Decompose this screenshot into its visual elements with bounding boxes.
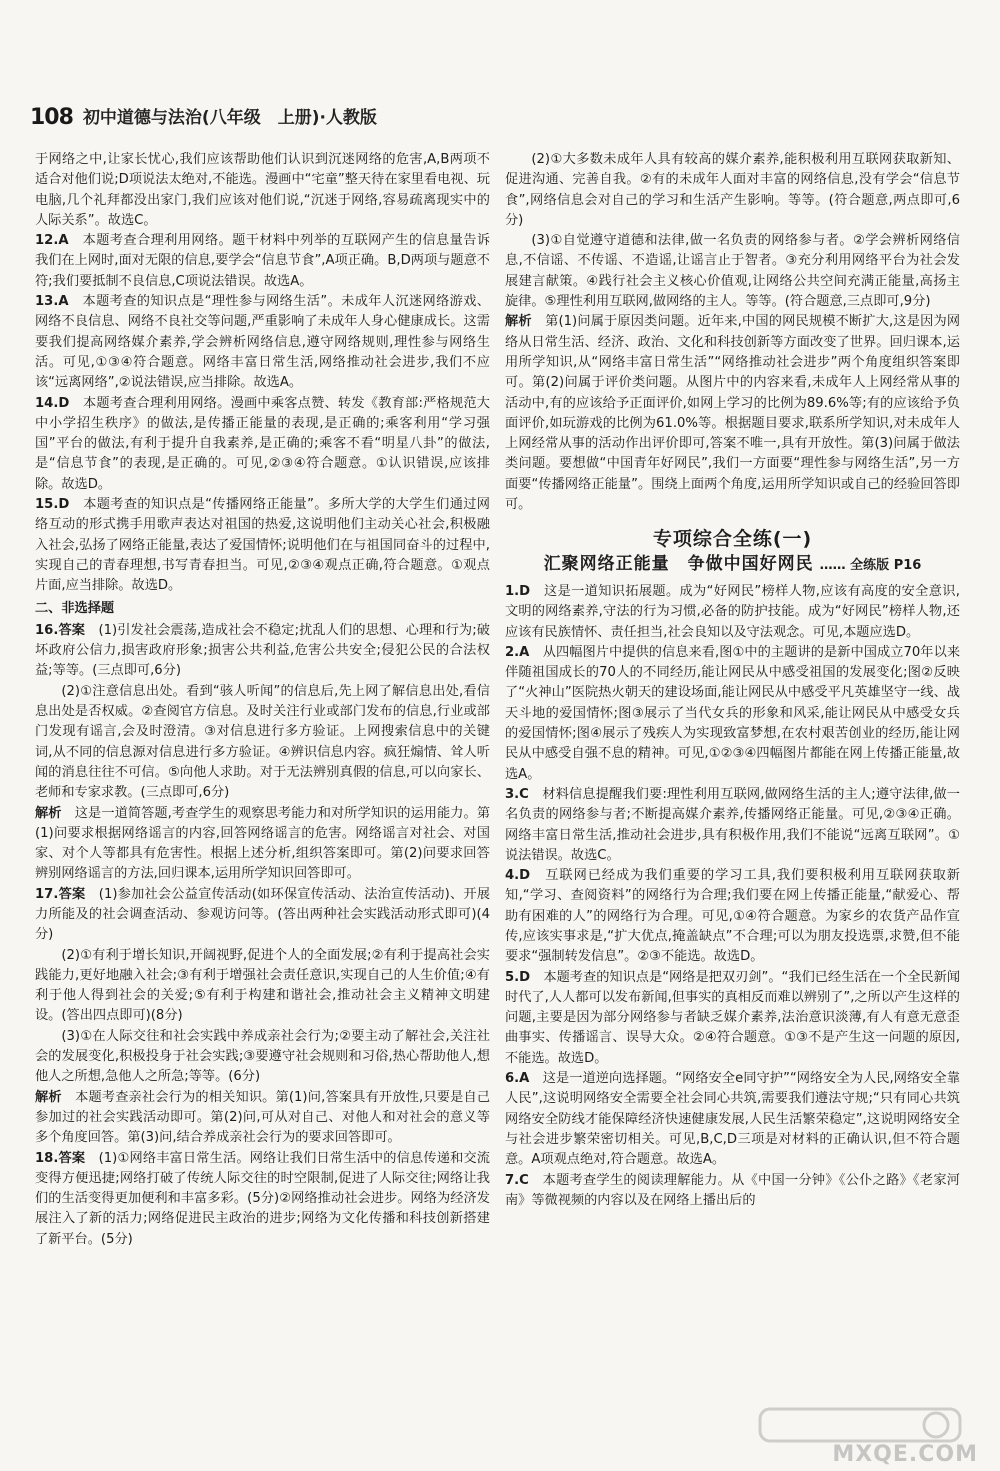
answer-13-number: 13.A <box>35 294 69 310</box>
exercise-answer-7: 7.C 本题考查学生的阅读理解能力。从《中国一分钟》《公仆之路》《老家河南》等微视频的内容以及在网络上播出后的 <box>505 1172 960 1208</box>
analysis-label: 解析 <box>35 1089 62 1105</box>
answer-17: 17.答案 (1)参加社会公益宣传活动(如环保宣传活动、法治宣传活动)、开展力所能及的社会调查活动、参观访问等。(答出两种社会实践活动形式即可)(4分) <box>35 886 491 943</box>
exercise-subtitle-row <box>505 554 960 576</box>
exercise-answer-4: 4.D 互联网已经成为我们重要的学习工具,我们要积极利用互联网获取新知,“学习、查阅资料”的网络行为合理;我们要在网上传播正能量,“献爱心、帮助有困难的人”的网络行为合理。可见,①④符合题意。为家乡的农货产品作宣传,应该实事求是,“扩大优点,掩盖缺点”不合理;可以为朋友投选票,求赞,但不能要求“强制转发信息”。②③不能选。故选D。 <box>505 868 960 965</box>
exercise-answer-5: 5.D 本题考查的知识点是“网络是把双刃剑”。“我们已经生活在一个全民新闻时代了,人人都可以发布新闻,但事实的真相反而难以辨别了”,之所以产生这样的问题,主要是因为部分网络参与者缺乏媒介素养,法治意识淡薄,有人有意无意歪曲事实、传播谣言、误导大众。②④符合题意。①③不是产生这一问题的原因,不能选。故选D。 <box>505 969 961 1066</box>
answer-17-part2: (2)①有利于增长知识,开阔视野,促进个人的全面发展;②有利于提高社会实践能力,更好地融入社会;③有利于增强社会责任意识,实现自己的人生价值;④有利于他人得到社会的关爱;⑤有利于构建和谐社会,推动社会主义精神文明建设。(答出四点即可)(8分) <box>35 947 490 1024</box>
analysis-18: 解析 第(1)问属于原因类问题。近年来,中国的网民规模不断扩大,这是因为网络从日常生活、经济、政治、文化和科技创新等方面改变了世界。回归课本,运用所学知识,从“网络丰富日常生活”“网络推动社会进步”两个角度组织答案即可。第(2)问属于评价类问题。从图片中的内容来看,未成年人上网经常从事的活动中,有的应该给予正面评价,如网上学习的比例为89.6%等;有的应该给予负面评价,如玩游戏的比例为61.0%等。根据题目要求,联系所学知识,对未成年人上网经常从事的活动作出评价即可,答案不唯一,具有开放性。第(3)问属于做法类问题。要想做“中国青年好网民”,我们一方面要“理性参与网络生活”,另一方面要“传播网络正能量”。围绕上面两个角度,运用所学知识或自己的经验回答即可。 <box>505 314 961 513</box>
answer-14-number: 14.D <box>35 395 70 411</box>
right-column <box>505 150 960 1211</box>
exercise-answer-3: 3.C 材料信息提醒我们要:理性利用互联网,做网络生活的主人;遵守法律,做一名负责的网络参与者;不断提高媒介素养,传播网络正能量。可见,②③④正确。网络丰富日常生活,推动社会进步,具有积极作用,我们不能说“远离互联网”。①说法错误。故选C。 <box>505 786 960 863</box>
answer-label: 答案 <box>58 622 86 638</box>
answer-15-number: 15.D <box>35 497 70 513</box>
answer-15: 15.D 本题考查的知识点是“传播网络正能量”。多所大学的大学生们通过网络互动的形式携手用歌声表达对祖国的热爱,这说明他们主动关心社会,积极融入社会,弘扬了网络正能量,表达了爱国情怀;说明他们在与祖国同奋斗的过程中,实现自己的青春理想,书写青春担当。可见,②③④观点正确,符合题意。①观点片面,应当排除。故选D。 <box>35 497 490 594</box>
exercise-answer-2: 2.A 从四幅图片中提供的信息来看,图①中的主题讲的是新中国成立70年以来伴随祖国成长的70人的不同经历,能让网民从中感受祖国的发展变化;图②反映了“火神山”医院热火朝天的建设场面,能让网民从中感受平凡英雄坚守一线、战天斗地的爱国情怀;图③展示了当代女兵的形象和风采,能让网民从中感受女兵的爱国情怀;图④展示了残疾人为实现致富梦想,在农村艰苦创业的经历,能让网民从中感受自强不息的精神。可见,①②③④四幅图片都能在网上传播正能量,故选A。 <box>505 644 961 782</box>
answer-18-part2: (2)①大多数未成年人具有较高的媒介素养,能积极利用互联网获取新知、促进沟通、完善自我。②有的未成年人面对丰富的网络信息,没有学会“信息节食”,网络信息会对自己的学习和生活产生影响。等等。(符合题意,两点即可,6分) <box>505 152 960 228</box>
page-header <box>30 100 970 130</box>
analysis-16: 解析 这是一道简答题,考查学生的观察思考能力和对所学知识的运用能力。第(1)问要求根据网络谣言的内容,回答网络谣言的危害。网络谣言对社会、对国家、对个人等都具有危害性。根据上述分析,组织答案即可。第(2)问要求回答辨别网络谣言的方法,回归课本,运用所学知识回答即可。 <box>35 805 491 882</box>
exercise-subtitle: 汇聚网络正能量 争做中国好网民 <box>543 553 814 574</box>
answer-14: 14.D 本题考查合理利用网络。漫画中乘客点赞、转发《教育部:严格规范大中小学招生秩序》的做法,是传播正能量的表现,是正确的;乘客利用“学习强国”平台的做法,有利于提升自我素养,是正确的;乘客不看“明星八卦”的做法,是“信息节食”的表现,是正确的。可见,②③④符合题意。①认识错误,应该排除。故选D。 <box>35 395 490 492</box>
left-column <box>35 150 490 1250</box>
answer-12-number: 12.A <box>35 233 69 249</box>
analysis-label: 解析 <box>505 314 532 330</box>
exercise-title-block <box>505 529 960 576</box>
intro-paragraph: 于网络之中,让家长忧心,我们应该帮助他们认识到沉迷网络的危害,A,B两项不适合对他们说;D项说法太绝对,不能选。漫画中“宅童”整天待在家里看电视、玩电脑,几个礼拜都没出家门,我们应该对他们说,“沉迷于网络,容易疏离现实中的人际关系”。故选C。 <box>35 152 490 228</box>
answer-16-part2: (2)①注意信息出处。看到“骇人听闻”的信息后,先上网了解信息出处,看信息出处是否权威。②查阅官方信息。及时关注行业或部门发布的信息,行业或部门发现有谣言,会及时澄清。③对信息进行多方验证。上网搜索信息中的关键词,从不同的信息源对信息进行多方验证。④辨识信息内容。疯狂煽情、耸人听闻的消息往往不可信。⑤向他人求助。对于无法辨别真假的信息,可以向家长、老师和专家求教。(三点即可,6分) <box>35 683 490 801</box>
answer-16: 16.答案 (1)引发社会震荡,造成社会不稳定;扰乱人们的思想、心理和行为;破坏政府公信力,损害政府形象;损害公共利益,危害公共安全;侵犯公民的合法权益;等等。(三点即可,6分) <box>35 622 490 679</box>
page-number: 108 <box>30 105 73 130</box>
watermark-text: MXQE.COM <box>832 1442 978 1467</box>
book-title: 初中道德与法治(八年级 上册)·人教版 <box>82 108 377 128</box>
exercise-title: 专项综合全练(一) <box>652 528 813 551</box>
answer-12: 12.A 本题考查合理利用网络。题干材料中列举的互联网产生的信息量告诉我们在上网时,面对无限的信息,要学会“信息节食”,A项正确。B,D两项与题意不符;我们要抵制不良信息,C项说法错误。故选A。 <box>35 233 491 289</box>
answer-label: 答案 <box>58 886 86 902</box>
exercise-answer-1: 1.D 这是一道知识拓展题。成为“好网民”榜样人物,应该有高度的安全意识,文明的网络素养,守法的行为习惯,必备的防护技能。成为“好网民”榜样人物,还应该有民族情怀、责任担当,社会良知以及守法观念。可见,本题应选D。 <box>505 583 961 640</box>
answer-label: 答案 <box>58 1150 86 1166</box>
answer-13: 13.A 本题考查的知识点是“理性参与网络生活”。未成年人沉迷网络游戏、网络不良信息、网络不良社交等问题,严重影响了未成年人身心健康成长。这需要我们提高网络媒介素养,学会辨析网络信息,遵守网络规则,理性参与网络生活。可见,①③④符合题意。网络丰富日常生活,网络推动社会进步,我们不应该“远离网络”,②说法错误,应当排除。故选A。 <box>35 294 490 391</box>
answer-18: 18.答案 (1)①网络丰富日常生活。网络让我们日常生活中的信息传递和交流变得方便迅捷;网络打破了传统人际交往的时空限制,促进了人际交往;网络让我们的生活变得更加便利和丰富多彩。(5分)②网络推动社会进步。网络为经济发展注入了新的活力;网络促进民主政治的进步;网络为文化传播和科技创新搭建了新平台。(5分) <box>35 1150 490 1247</box>
analysis-17: 解析 本题考查亲社会行为的相关知识。第(1)问,答案具有开放性,只要是自己参加过的社会实践活动即可。第(2)问,可从对自己、对他人和对社会的意义等多个角度回答。第(3)问,结合养成亲社会行为的要求回答即可。 <box>35 1089 491 1146</box>
answer-18-part3: (3)①自觉遵守道德和法律,做一名负责的网络参与者。②学会辨析网络信息,不信谣、不传谣、不造谣,让谣言止于智者。③充分利用网络平台为社会发展建言献策。④践行社会主义核心价值观,让网络公共空间充满正能量,高扬主旋律。⑤理性利用互联网,做网络的主人。等等。(符合题意,三点即可,9分) <box>505 233 960 310</box>
analysis-label: 解析 <box>35 805 62 821</box>
exercise-answer-6: 6.A 这是一道逆向选择题。“网络安全e同守护”“网络安全为人民,网络安全靠人民”,这说明网络安全需要全社会同心共筑,需要我们遵法守规;“只有同心共筑网络安全防线才能保障经济快速健康发展,人民生活繁荣稳定”,这说明网络安全与社会进步繁荣密切相关。可见,B,C,D三项是对材料的正确认识,但不符合题意。A项观点绝对,符合题意。故选A。 <box>505 1071 960 1168</box>
answer-17-part3: (3)①在人际交往和社会实践中养成亲社会行为;②要主动了解社会,关注社会的发展变化,积极投身于社会实践;③要遵守社会规则和习俗,热心帮助他人,想他人之所想,急他人之所急;等等。(6分) <box>35 1028 490 1085</box>
page-reference: …… 全练版 P16 <box>819 557 922 573</box>
section-heading-nonchoice: 二、非选择题 <box>35 600 115 616</box>
